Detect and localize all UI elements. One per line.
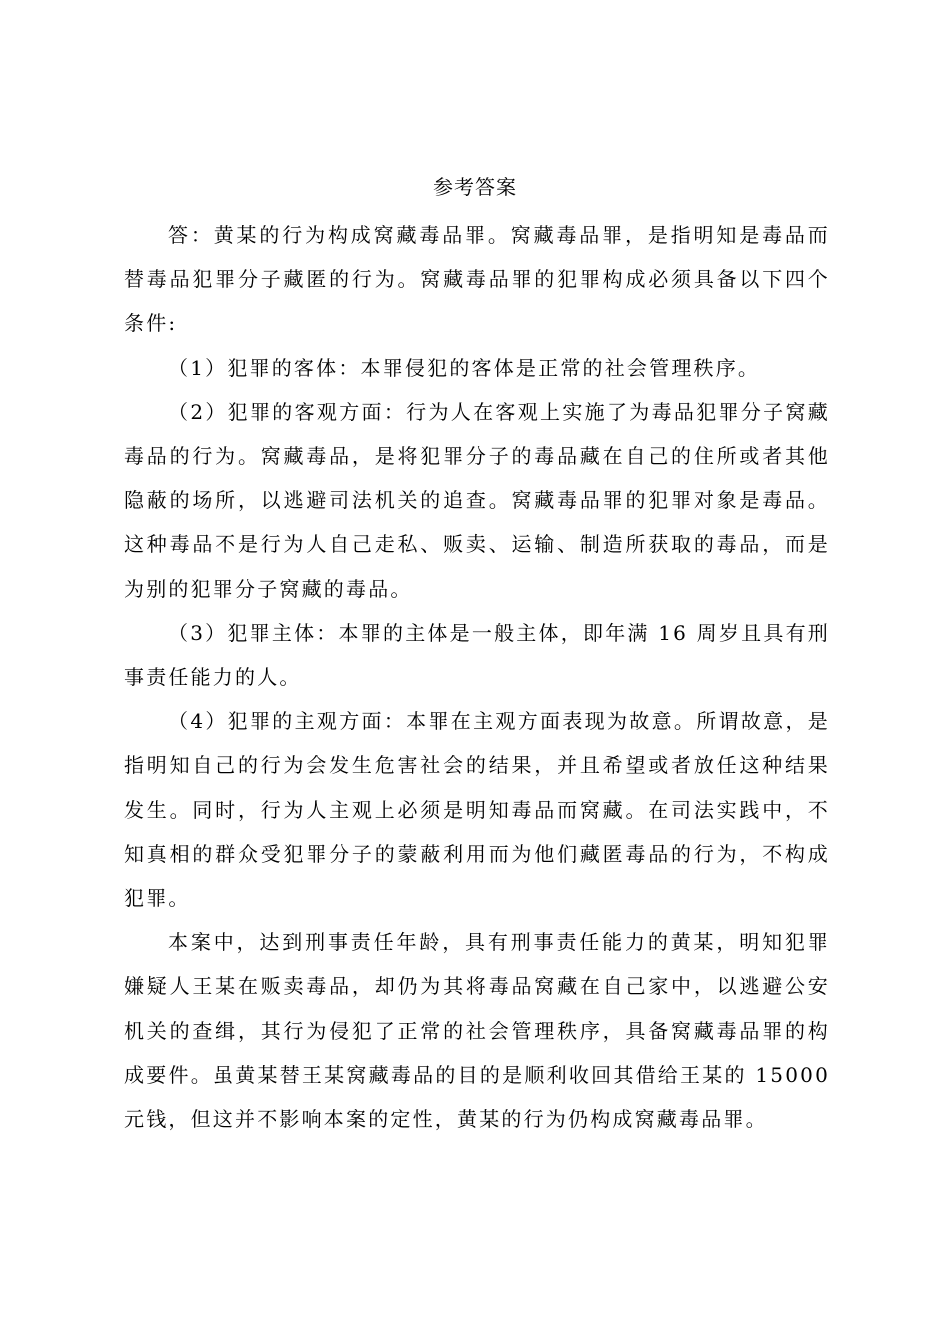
document-title: 参考答案 bbox=[433, 175, 517, 199]
case-analysis-paragraph: 本案中，达到刑事责任年龄，具有刑事责任能力的黄某，明知犯罪嫌疑人王某在贩卖毒品，却仍为其将毒品窝藏在自己家中，以逃避公安机关的查缉，其行为侵犯了正常的社会管理秩序，具备窝藏毒品罪的构成要件。虽黄某替王某窝藏毒品的目的是顺利收回其借给王某的 15000 元钱，但这并不影响本案的定性，黄某的行为仍构成窝藏毒品罪。 bbox=[124, 930, 830, 1132]
document-body bbox=[124, 213, 830, 1141]
condition-3-paragraph: （3）犯罪主体：本罪的主体是一般主体，即年满 16 周岁且具有刑事责任能力的人。 bbox=[124, 620, 830, 690]
answer-intro-paragraph: 答：黄某的行为构成窝藏毒品罪。窝藏毒品罪，是指明知是毒品而替毒品犯罪分子藏匿的行为。窝藏毒品罪的犯罪构成必须具备以下四个条件: bbox=[124, 223, 830, 336]
condition-2-paragraph: （2）犯罪的客观方面：行为人在客观上实施了为毒品犯罪分子窝藏毒品的行为。窝藏毒品，是将犯罪分子的毒品藏在自己的住所或者其他隐蔽的场所，以逃避司法机关的追查。窝藏毒品罪的犯罪对象是毒品。这种毒品不是行为人自己走私、贩卖、运输、制造所获取的毒品，而是为别的犯罪分子窝藏的毒品。 bbox=[124, 399, 830, 601]
condition-1-paragraph: （1）犯罪的客体：本罪侵犯的客体是正常的社会管理秩序。 bbox=[168, 355, 761, 380]
condition-4-paragraph: （4）犯罪的主观方面：本罪在主观方面表现为故意。所谓故意，是指明知自己的行为会发生危害社会的结果，并且希望或者放任这种结果发生。同时，行为人主观上必须是明知毒品而窝藏。在司法实践中，不知真相的群众受犯罪分子的蒙蔽利用而为他们藏匿毒品的行为，不构成犯罪。 bbox=[124, 709, 830, 911]
